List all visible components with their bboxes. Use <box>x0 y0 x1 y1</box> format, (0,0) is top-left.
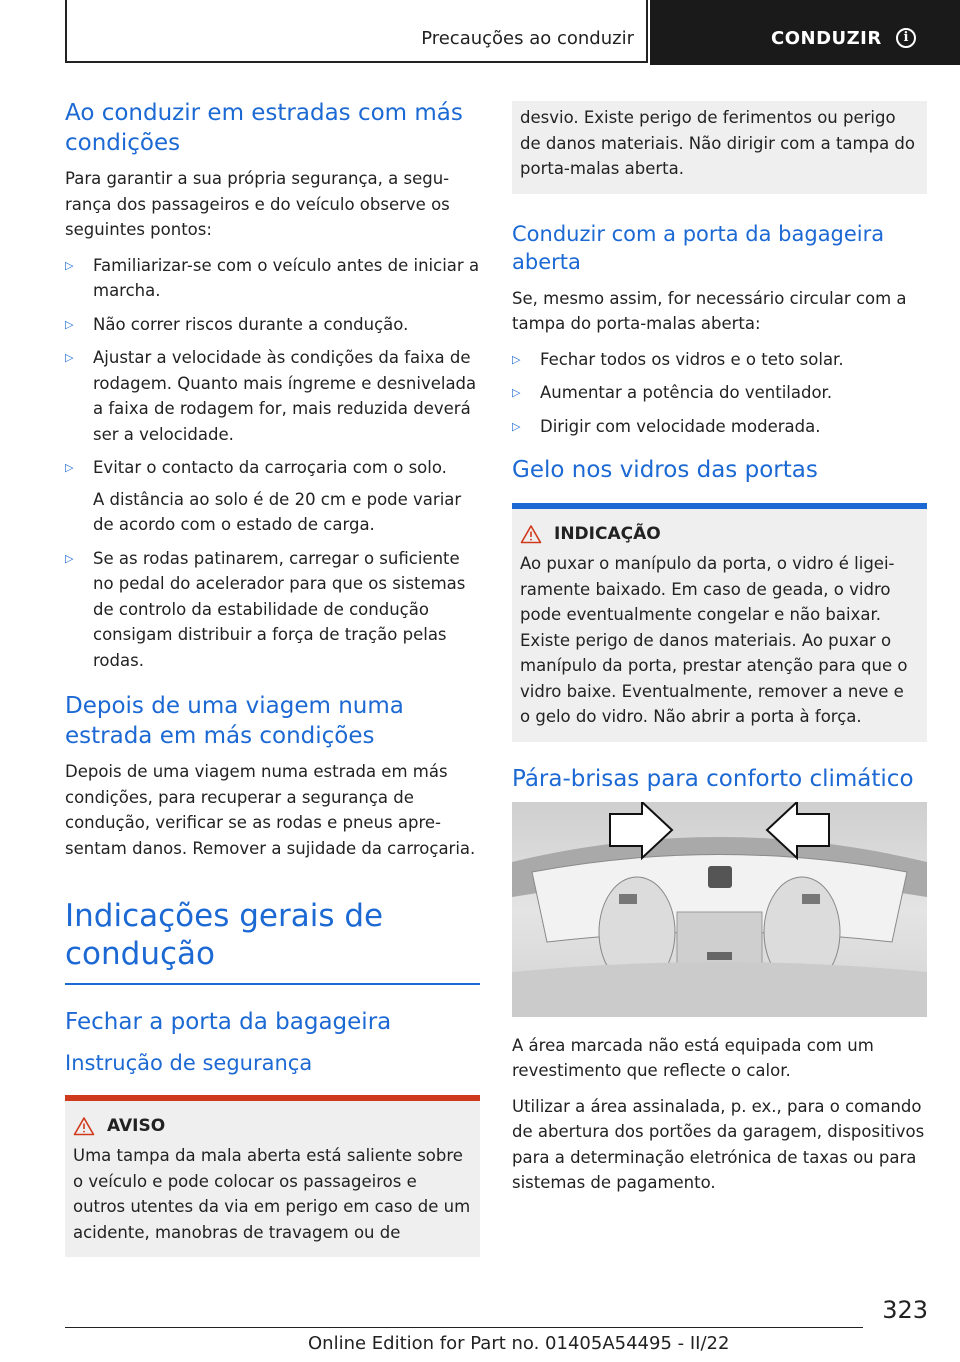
info-icon: i <box>896 28 916 48</box>
header-section-box <box>65 0 648 63</box>
list-item: ▷ Ajustar a velocidade às condições da faixa de rodagem. Quanto mais íngreme e desnivelada a faixa de rodagem for, mais reduzida deverá ser a velocidade. <box>65 345 480 447</box>
list-item: ▷ Dirigir com velocidade moderada. <box>512 414 927 440</box>
warning-triangle-icon <box>73 1116 95 1136</box>
list-item: ▷ Aumentar a potência do ventilador. <box>512 380 927 406</box>
heading-windshield-comfort: Pára-brisas para conforto climático <box>512 765 914 792</box>
bullet-triangle-icon: ▷ <box>65 258 74 272</box>
warning-text-continued: desvio. Existe perigo de ferimentos ou perigo de danos materiais. Não dirigir com a tampa do porta-malas aberta. <box>520 108 916 178</box>
heading-bad-roads: Ao conduzir em estradas com más condições <box>65 100 463 156</box>
windshield-text-1: A área marcada não está equipada com um revestimento que reflecte o calor. <box>512 1035 874 1080</box>
bad-roads-list <box>65 253 480 674</box>
warning-box-continued <box>512 101 927 194</box>
list-item: ▷ Familiarizar-se com o veículo antes de iniciar a marcha. <box>65 253 480 304</box>
heading-after-bad-roads: Depois de uma viagem numa estrada em más condições <box>65 693 404 749</box>
open-tailgate-intro: Se, mesmo assim, for necessário circular com a tampa do porta-malas aberta: <box>512 288 907 333</box>
bullet-triangle-icon: ▷ <box>65 461 74 474</box>
ground-clearance-note: A distância ao solo é de 20 cm e pode variar de acordo com o estado de carga. <box>93 489 462 534</box>
header-section-title: Precauções ao conduzir <box>421 28 634 49</box>
warning-box <box>65 1095 480 1257</box>
bullet-triangle-icon: ▷ <box>65 317 74 331</box>
list-item: ▷ Se as rodas patinarem, carregar o suficiente no pedal do acelerador para que os sistemas de controlo da estabilidade de condução consigam distribuir a força de tração pelas rodas. <box>65 546 480 674</box>
page-number: 323 <box>882 1296 928 1324</box>
warning-text: Uma tampa da mala aberta está saliente sobre o veículo e pode colocar os passageiros e outros utentes da via em perigo em caso de um acidente, manobras de travagem ou de <box>73 1146 471 1242</box>
heading-ice-door-windows: Gelo nos vidros das portas <box>512 457 818 483</box>
notice-box <box>512 503 927 742</box>
heading-drive-open-tailgate: Conduzir com a porta da bagageira aberta <box>512 221 885 274</box>
bullet-triangle-icon: ▷ <box>512 419 521 433</box>
edition-text: Online Edition for Part no. 01405A54495 - II/22 <box>308 1333 730 1354</box>
list-item: ▷ Não correr riscos durante a condução. <box>65 312 480 338</box>
open-tailgate-list <box>512 347 927 440</box>
after-bad-roads-text: Depois de uma viagem numa estrada em más condições, para recuperar a segurança de condução, verificar se as rodas e pneus apresentam danos. Remover a sujidade da carroçaria. <box>65 762 476 858</box>
chapter-heading: Indicações gerais de condução <box>65 897 480 985</box>
list-item: ▷ Fechar todos os vidros e o teto solar. <box>512 347 927 373</box>
warning-title: AVISO <box>73 1113 472 1139</box>
header-chapter-tab <box>650 0 960 65</box>
list-item: ▷ Evitar o contacto da carroçaria com o solo. A distância ao solo é de 20 cm e pode variar de acordo com o estado de carga. <box>65 455 480 538</box>
left-column <box>65 98 480 1279</box>
heading-safety-instruction: Instrução de segurança <box>65 1051 313 1075</box>
bullet-triangle-icon: ▷ <box>65 551 74 565</box>
heading-close-tailgate: Fechar a porta da bagageira <box>65 1009 392 1035</box>
warning-triangle-icon <box>520 524 542 544</box>
notice-text: Ao puxar o manípulo da porta, o vidro é ligeiramente baixado. Em caso de geada, o vidro pode eventualmente congelar e não baixar. Existe perigo de danos materiais. Ao puxar o manípulo da porta, prestar atenção para que o vidro baixe. Eventualmente, remover a neve e o gelo do vidro. Não abrir a porta à força. <box>520 554 908 726</box>
bad-roads-intro: Para garantir a sua própria segurança, a segurança dos passageiros e do veículo observe os seguintes pontos: <box>65 169 450 239</box>
bullet-triangle-icon: ▷ <box>65 351 74 364</box>
windshield-photo <box>512 802 927 1017</box>
bullet-triangle-icon: ▷ <box>512 352 521 366</box>
footer-divider <box>65 1327 863 1328</box>
right-column <box>512 101 927 1206</box>
notice-title: INDICAÇÃO <box>520 521 919 547</box>
header-chapter-title: CONDUZIR <box>771 28 882 49</box>
windshield-text-2: Utilizar a área assinalada, p. ex., para o comando de abertura dos portões da garagem, dispositivos para a determinação eletrónica de taxas ou para sistemas de pagamento. <box>512 1096 925 1192</box>
bullet-triangle-icon: ▷ <box>512 386 521 399</box>
